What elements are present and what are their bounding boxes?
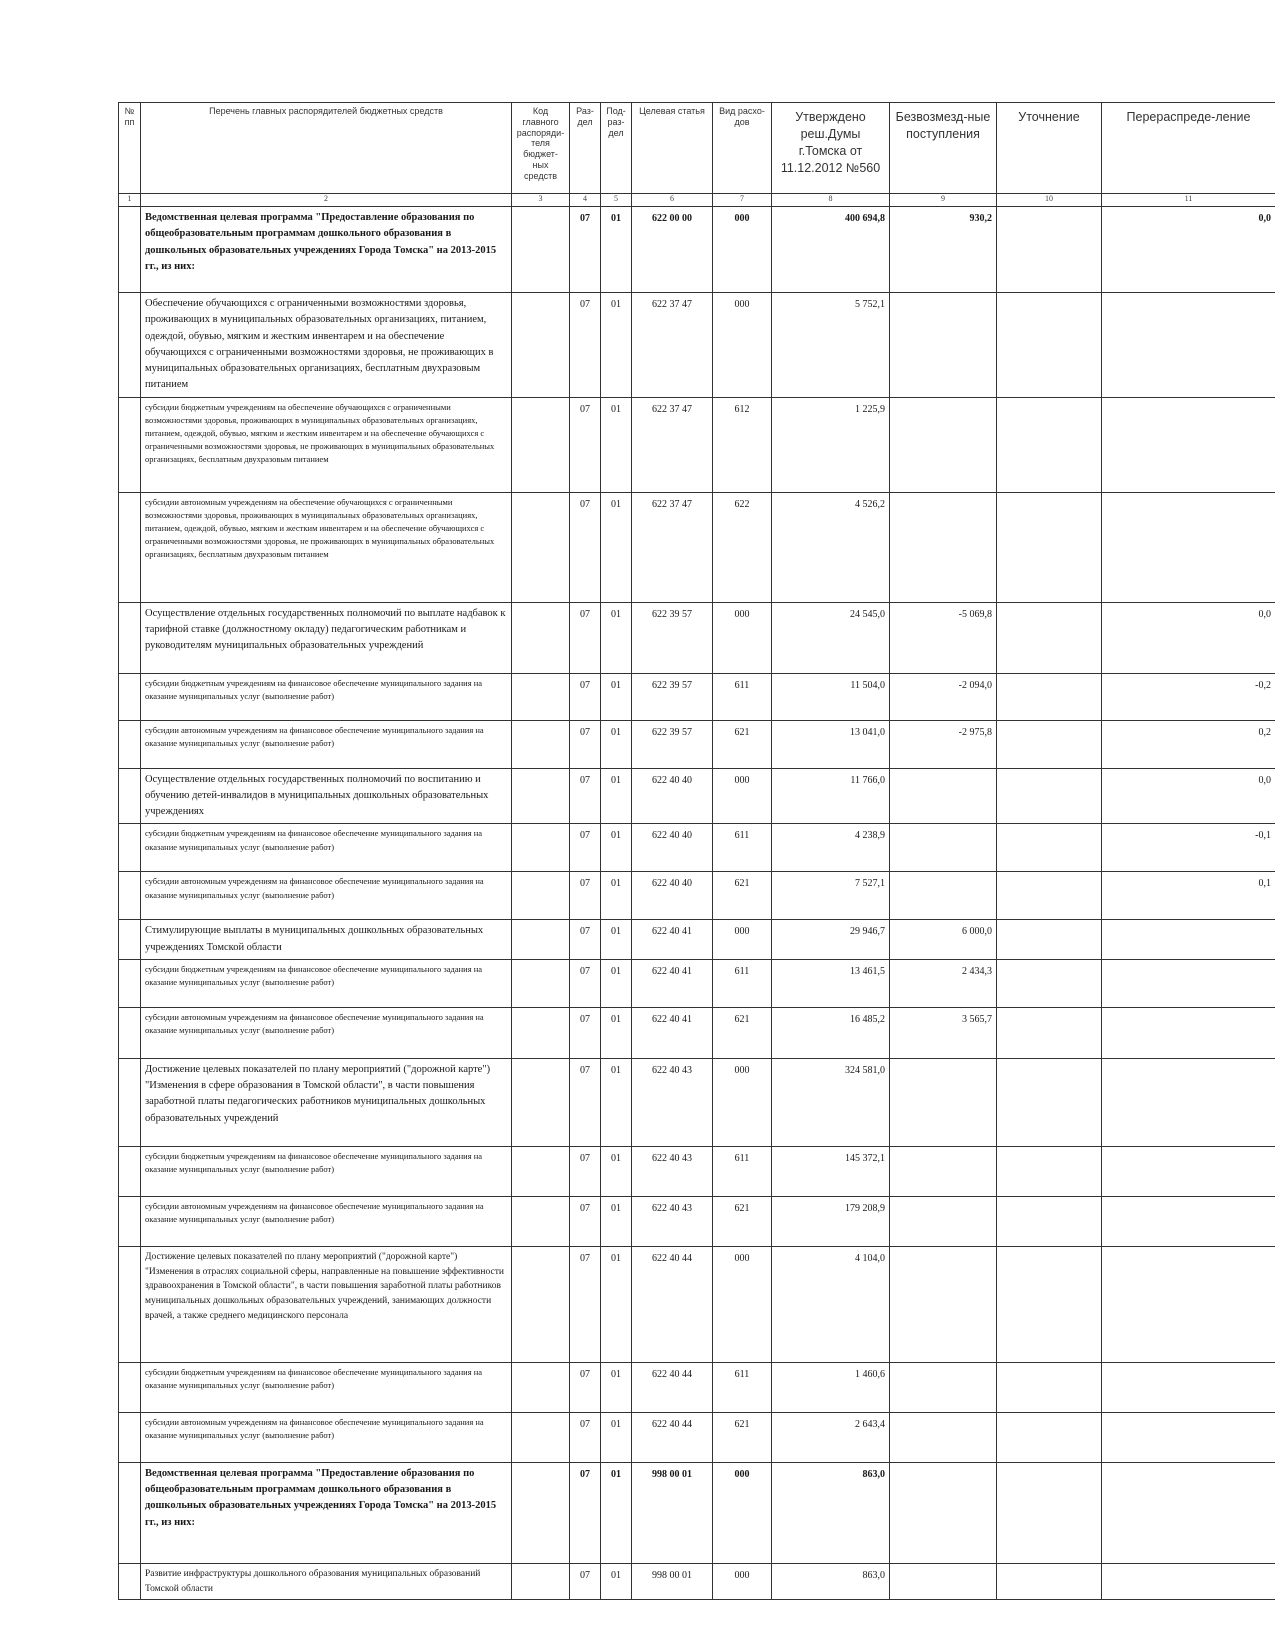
table-row [119,1412,1275,1462]
cell-redistribution: 0,0 [1102,602,1275,673]
cell-gratuitous [890,1146,997,1196]
cell-redistribution [1102,1412,1275,1462]
cell-exptype: 000 [713,207,772,293]
column-number: 2 [141,194,512,207]
cell-subsection: 01 [601,1462,632,1563]
cell-subsection: 01 [601,768,632,824]
cell-subsection: 01 [601,920,632,960]
cell-gratuitous [890,768,997,824]
cell-subsection: 01 [601,1007,632,1058]
cell-no [119,492,141,602]
header-row [119,103,1275,194]
cell-redistribution [1102,1007,1275,1058]
cell-redistribution: -0,2 [1102,673,1275,720]
cell-gratuitous [890,1058,997,1146]
cell-gratuitous: 930,2 [890,207,997,293]
cell-exptype: 611 [713,1362,772,1412]
cell-redistribution [1102,293,1275,398]
cell-clarification [997,602,1102,673]
cell-approved: 4 526,2 [772,492,890,602]
cell-gratuitous: -5 069,8 [890,602,997,673]
table-row [119,959,1275,1007]
cell-subsection: 01 [601,1412,632,1462]
cell-redistribution: 0,1 [1102,872,1275,920]
cell-approved: 4 238,9 [772,824,890,872]
cell-code [512,959,570,1007]
cell-target: 622 40 40 [632,872,713,920]
cell-section: 07 [570,768,601,824]
col-header-section: Раз-дел [570,103,601,194]
cell-name: Достижение целевых показателей по плану мероприятий ("дорожной карте") "Изменения в отраслях социальной сферы, направленные на повышение эффективности здравоохранения в Томской области", в части повышения заработной платы работников муниципальных дошкольных образовательных учреждений, занимающих должности врачей, а также среднего медицинского персонала [141,1246,512,1362]
cell-gratuitous [890,293,997,398]
cell-exptype: 612 [713,397,772,492]
cell-target: 622 39 57 [632,720,713,768]
cell-no [119,959,141,1007]
table-row [119,1196,1275,1246]
cell-clarification [997,1196,1102,1246]
cell-section: 07 [570,1362,601,1412]
cell-gratuitous [890,397,997,492]
cell-redistribution [1102,1058,1275,1146]
cell-clarification [997,1412,1102,1462]
cell-code [512,673,570,720]
column-number: 1 [119,194,141,207]
cell-exptype: 611 [713,673,772,720]
cell-gratuitous [890,1563,997,1599]
cell-name: субсидии бюджетным учреждениям на финансовое обеспечение муниципального задания на оказание муниципальных услуг (выполнение работ) [141,1146,512,1196]
cell-redistribution: 0,2 [1102,720,1275,768]
cell-name: субсидии автономным учреждениям на обеспечение обучающихся с ограниченными возможностями здоровья, проживающих в муниципальных образовательных организациях, питанием, одеждой, обувью, мягким и жестким инвентарем и на обеспечение обучающихся с ограниченными возможностями здоровья, не проживающих в муниципальных образовательных организациях, бесплатным двухразовым питанием [141,492,512,602]
cell-subsection: 01 [601,720,632,768]
cell-section: 07 [570,207,601,293]
cell-section: 07 [570,1462,601,1563]
cell-gratuitous [890,872,997,920]
cell-clarification [997,293,1102,398]
cell-gratuitous [890,1196,997,1246]
cell-gratuitous: -2 975,8 [890,720,997,768]
cell-redistribution [1102,1362,1275,1412]
cell-exptype: 000 [713,1058,772,1146]
col-header-redistribution: Перераспреде-ление [1102,103,1275,194]
table-row [119,824,1275,872]
col-header-subsection: Под-раз-дел [601,103,632,194]
cell-code [512,1196,570,1246]
cell-target: 622 40 40 [632,768,713,824]
cell-target: 622 40 41 [632,1007,713,1058]
cell-code [512,602,570,673]
col-header-gratuitous: Безвозмезд-ные поступления [890,103,997,194]
cell-clarification [997,1146,1102,1196]
cell-section: 07 [570,1563,601,1599]
cell-exptype: 621 [713,1007,772,1058]
cell-redistribution [1102,959,1275,1007]
cell-no [119,397,141,492]
cell-gratuitous: 6 000,0 [890,920,997,960]
cell-target: 622 37 47 [632,397,713,492]
cell-no [119,1412,141,1462]
cell-gratuitous [890,824,997,872]
cell-gratuitous: 2 434,3 [890,959,997,1007]
cell-no [119,673,141,720]
cell-clarification [997,920,1102,960]
table-row [119,207,1275,293]
cell-name: Развитие инфраструктуры дошкольного образования муниципальных образований Томской области [141,1563,512,1599]
table-row [119,293,1275,398]
cell-approved: 13 041,0 [772,720,890,768]
cell-code [512,768,570,824]
cell-target: 622 37 47 [632,492,713,602]
cell-no [119,1058,141,1146]
table-row [119,920,1275,960]
column-number-row [119,194,1275,207]
cell-code [512,1007,570,1058]
cell-clarification [997,492,1102,602]
cell-section: 07 [570,720,601,768]
cell-no [119,1007,141,1058]
cell-name: субсидии бюджетным учреждениям на финансовое обеспечение муниципального задания на оказание муниципальных услуг (выполнение работ) [141,673,512,720]
cell-subsection: 01 [601,397,632,492]
budget-table [118,102,1275,1600]
col-header-target: Целевая статья [632,103,713,194]
cell-code [512,1362,570,1412]
cell-target: 622 39 57 [632,673,713,720]
cell-section: 07 [570,1146,601,1196]
column-number: 5 [601,194,632,207]
table-row [119,1246,1275,1362]
cell-gratuitous: 3 565,7 [890,1007,997,1058]
cell-section: 07 [570,397,601,492]
cell-code [512,293,570,398]
cell-section: 07 [570,1196,601,1246]
cell-clarification [997,720,1102,768]
cell-name: субсидии автономным учреждениям на финансовое обеспечение муниципального задания на оказание муниципальных услуг (выполнение работ) [141,1412,512,1462]
cell-clarification [997,1058,1102,1146]
cell-exptype: 000 [713,1462,772,1563]
cell-section: 07 [570,1412,601,1462]
table-row [119,673,1275,720]
cell-redistribution [1102,397,1275,492]
cell-exptype: 622 [713,492,772,602]
column-number: 3 [512,194,570,207]
table-row [119,1462,1275,1563]
cell-no [119,1196,141,1246]
cell-redistribution: 0,0 [1102,207,1275,293]
cell-gratuitous [890,1362,997,1412]
cell-name: субсидии автономным учреждениям на финансовое обеспечение муниципального задания на оказание муниципальных услуг (выполнение работ) [141,1196,512,1246]
cell-code [512,720,570,768]
column-number: 4 [570,194,601,207]
cell-section: 07 [570,1007,601,1058]
cell-approved: 1 460,6 [772,1362,890,1412]
cell-clarification [997,673,1102,720]
cell-name: Осуществление отдельных государственных полномочий по воспитанию и обучению детей-инвалидов в муниципальных дошкольных образовательных учреждениях [141,768,512,824]
table-row [119,768,1275,824]
cell-subsection: 01 [601,824,632,872]
cell-clarification [997,768,1102,824]
cell-subsection: 01 [601,602,632,673]
cell-subsection: 01 [601,1246,632,1362]
cell-name: Ведомственная целевая программа "Предоставление образования по общеобразовательным программам дошкольного образования в дошкольных образовательных учреждениях Города Томска" на 2013-2015 гг., из них: [141,1462,512,1563]
cell-subsection: 01 [601,293,632,398]
cell-approved: 863,0 [772,1563,890,1599]
col-header-code: Код главного распоряди-теля бюджет-ных средств [512,103,570,194]
cell-target: 622 39 57 [632,602,713,673]
cell-approved: 179 208,9 [772,1196,890,1246]
cell-subsection: 01 [601,1563,632,1599]
cell-approved: 4 104,0 [772,1246,890,1362]
cell-section: 07 [570,492,601,602]
cell-code [512,824,570,872]
cell-no [119,1462,141,1563]
cell-subsection: 01 [601,1058,632,1146]
cell-target: 622 40 44 [632,1412,713,1462]
cell-approved: 324 581,0 [772,1058,890,1146]
cell-approved: 7 527,1 [772,872,890,920]
cell-subsection: 01 [601,673,632,720]
cell-gratuitous [890,492,997,602]
cell-target: 622 40 43 [632,1146,713,1196]
cell-exptype: 611 [713,959,772,1007]
cell-exptype: 000 [713,1246,772,1362]
cell-approved: 11 766,0 [772,768,890,824]
cell-target: 622 40 44 [632,1246,713,1362]
cell-target: 622 40 44 [632,1362,713,1412]
cell-section: 07 [570,1246,601,1362]
cell-clarification [997,824,1102,872]
cell-clarification [997,397,1102,492]
cell-no [119,1146,141,1196]
cell-exptype: 621 [713,720,772,768]
column-number: 9 [890,194,997,207]
cell-name: субсидии автономным учреждениям на финансовое обеспечение муниципального задания на оказание муниципальных услуг (выполнение работ) [141,872,512,920]
cell-approved: 13 461,5 [772,959,890,1007]
cell-name: Ведомственная целевая программа "Предоставление образования по общеобразовательным программам дошкольного образования в дошкольных образовательных учреждениях Города Томска" на 2013-2015 гг., из них: [141,207,512,293]
cell-approved: 1 225,9 [772,397,890,492]
table-body [119,207,1275,1600]
cell-subsection: 01 [601,1362,632,1412]
column-number: 11 [1102,194,1275,207]
cell-clarification [997,959,1102,1007]
cell-name: субсидии автономным учреждениям на финансовое обеспечение муниципального задания на оказание муниципальных услуг (выполнение работ) [141,1007,512,1058]
table-row [119,1007,1275,1058]
cell-redistribution: 0,0 [1102,768,1275,824]
cell-code [512,1146,570,1196]
table-row [119,397,1275,492]
cell-no [119,768,141,824]
cell-name: субсидии автономным учреждениям на финансовое обеспечение муниципального задания на оказание муниципальных услуг (выполнение работ) [141,720,512,768]
cell-clarification [997,1362,1102,1412]
cell-name: субсидии бюджетным учреждениям на обеспечение обучающихся с ограниченными возможностями здоровья, проживающих в муниципальных образовательных организациях, питанием, одеждой, обувью, мягким и жестким инвентарем и на обеспечение обучающихся с ограниченными возможностями здоровья, не проживающих в муниципальных образовательных организациях, бесплатным двухразовым питанием [141,397,512,492]
cell-target: 622 37 47 [632,293,713,398]
cell-no [119,293,141,398]
cell-clarification [997,1246,1102,1362]
table-row [119,1362,1275,1412]
cell-section: 07 [570,920,601,960]
cell-approved: 29 946,7 [772,920,890,960]
cell-no [119,602,141,673]
cell-clarification [997,1007,1102,1058]
cell-no [119,920,141,960]
cell-target: 998 00 01 [632,1563,713,1599]
cell-subsection: 01 [601,207,632,293]
cell-name: Осуществление отдельных государственных полномочий по выплате надбавок к тарифной ставке (должностному окладу) педагогическим работникам и руководителям муниципальных образовательных учреждений [141,602,512,673]
cell-subsection: 01 [601,1146,632,1196]
cell-target: 998 00 01 [632,1462,713,1563]
cell-code [512,1058,570,1146]
cell-clarification [997,1563,1102,1599]
table-row [119,1563,1275,1599]
cell-section: 07 [570,1058,601,1146]
cell-exptype: 000 [713,768,772,824]
column-number: 8 [772,194,890,207]
cell-no [119,824,141,872]
col-header-clarification: Уточнение [997,103,1102,194]
cell-code [512,872,570,920]
cell-code [512,397,570,492]
cell-exptype: 000 [713,920,772,960]
table-row [119,492,1275,602]
cell-exptype: 000 [713,1563,772,1599]
cell-code [512,1412,570,1462]
table-row [119,1146,1275,1196]
cell-clarification [997,872,1102,920]
column-number: 10 [997,194,1102,207]
cell-approved: 400 694,8 [772,207,890,293]
cell-redistribution [1102,920,1275,960]
cell-name: Стимулирующие выплаты в муниципальных дошкольных образовательных учреждениях Томской области [141,920,512,960]
column-number: 7 [713,194,772,207]
cell-section: 07 [570,293,601,398]
cell-code [512,492,570,602]
cell-name: субсидии бюджетным учреждениям на финансовое обеспечение муниципального задания на оказание муниципальных услуг (выполнение работ) [141,1362,512,1412]
col-header-exptype: Вид расхо-дов [713,103,772,194]
cell-redistribution [1102,1246,1275,1362]
cell-section: 07 [570,602,601,673]
cell-code [512,1246,570,1362]
cell-no [119,1563,141,1599]
cell-no [119,1362,141,1412]
cell-code [512,920,570,960]
cell-clarification [997,207,1102,293]
cell-section: 07 [570,673,601,720]
cell-approved: 11 504,0 [772,673,890,720]
cell-code [512,1563,570,1599]
cell-name: Достижение целевых показателей по плану мероприятий ("дорожной карте") "Изменения в сфере образования в Томской области", в части повышения заработной платы педагогических работников муниципальных дошкольных образовательных учреждений [141,1058,512,1146]
cell-target: 622 40 41 [632,959,713,1007]
cell-gratuitous [890,1462,997,1563]
cell-approved: 16 485,2 [772,1007,890,1058]
cell-code [512,207,570,293]
cell-target: 622 00 00 [632,207,713,293]
cell-approved: 5 752,1 [772,293,890,398]
table-row [119,602,1275,673]
cell-target: 622 40 40 [632,824,713,872]
cell-exptype: 611 [713,824,772,872]
cell-redistribution [1102,1563,1275,1599]
cell-exptype: 621 [713,1196,772,1246]
cell-gratuitous: -2 094,0 [890,673,997,720]
col-header-approved: Утверждено реш.Думы г.Томска от 11.12.2012 №560 [772,103,890,194]
cell-target: 622 40 43 [632,1196,713,1246]
cell-name: субсидии бюджетным учреждениям на финансовое обеспечение муниципального задания на оказание муниципальных услуг (выполнение работ) [141,959,512,1007]
cell-section: 07 [570,959,601,1007]
table-row [119,720,1275,768]
cell-exptype: 000 [713,293,772,398]
cell-code [512,1462,570,1563]
cell-no [119,720,141,768]
cell-subsection: 01 [601,872,632,920]
cell-approved: 2 643,4 [772,1412,890,1462]
cell-no [119,872,141,920]
cell-section: 07 [570,872,601,920]
cell-redistribution [1102,1196,1275,1246]
col-header-no: № пп [119,103,141,194]
cell-redistribution: -0,1 [1102,824,1275,872]
table-row [119,1058,1275,1146]
cell-gratuitous [890,1246,997,1362]
cell-approved: 145 372,1 [772,1146,890,1196]
cell-redistribution [1102,1462,1275,1563]
cell-subsection: 01 [601,1196,632,1246]
cell-subsection: 01 [601,492,632,602]
cell-subsection: 01 [601,959,632,1007]
cell-exptype: 621 [713,1412,772,1462]
cell-gratuitous [890,1412,997,1462]
cell-approved: 863,0 [772,1462,890,1563]
cell-name: субсидии бюджетным учреждениям на финансовое обеспечение муниципального задания на оказание муниципальных услуг (выполнение работ) [141,824,512,872]
cell-exptype: 000 [713,602,772,673]
cell-approved: 24 545,0 [772,602,890,673]
cell-no [119,207,141,293]
cell-exptype: 611 [713,1146,772,1196]
cell-exptype: 621 [713,872,772,920]
table-row [119,872,1275,920]
column-number: 6 [632,194,713,207]
cell-target: 622 40 41 [632,920,713,960]
cell-section: 07 [570,824,601,872]
cell-target: 622 40 43 [632,1058,713,1146]
cell-name: Обеспечение обучающихся с ограниченными возможностями здоровья, проживающих в муниципальных образовательных организациях, питанием, одеждой, обувью, мягким и жестким инвентарем и на обеспечение обучающихся с ограниченными возможностями здоровья, не проживающих в муниципальных образовательных организациях, бесплатным двухразовым питанием [141,293,512,398]
cell-redistribution [1102,492,1275,602]
cell-clarification [997,1462,1102,1563]
cell-redistribution [1102,1146,1275,1196]
col-header-name: Перечень главных распорядителей бюджетных средств [141,103,512,194]
cell-no [119,1246,141,1362]
